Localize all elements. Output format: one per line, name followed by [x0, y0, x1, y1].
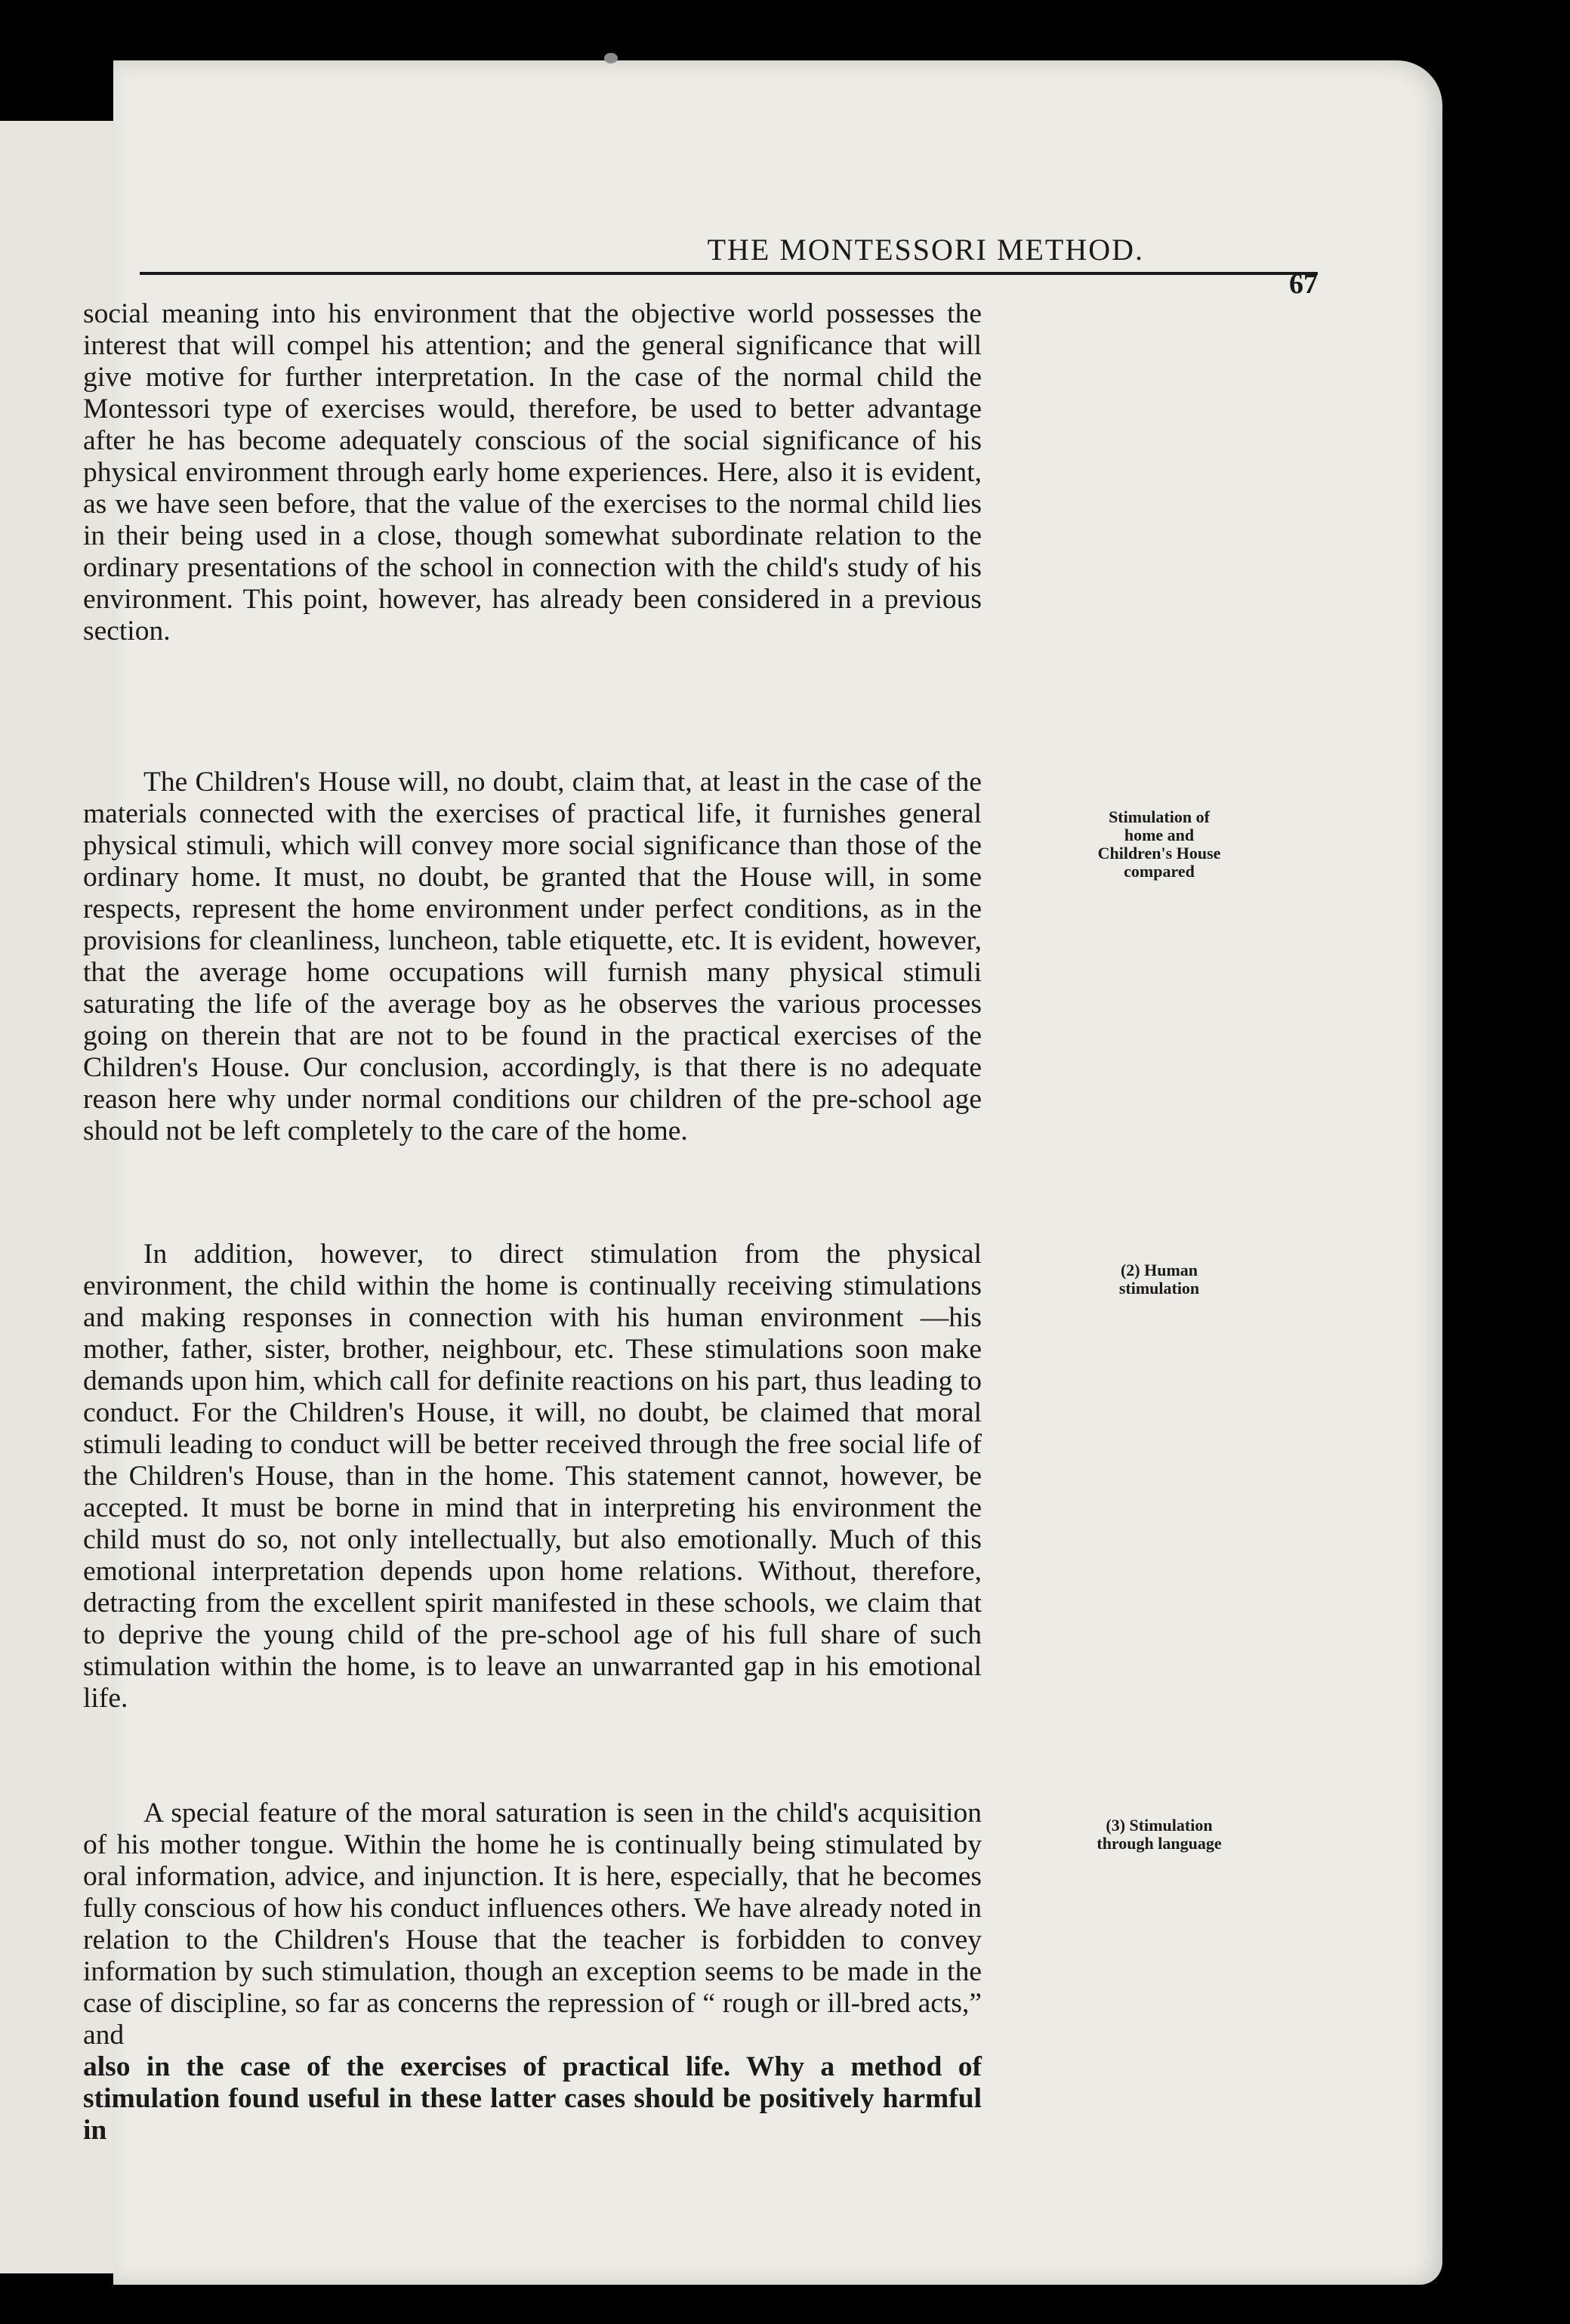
body-text-block-2 [83, 767, 982, 1147]
paragraph-4-continuation: also in the case of the exercises of practical life. Why a method of stimulation found useful in these latter cases should be positively harmful in [83, 2051, 982, 2146]
paragraph-2: The Children's House will, no doubt, claim that, at least in the case of the materials connected with the exercises of practical life, it furnishes general physical stimuli, which will convey more social significance than those of the ordinary home. It must, no doubt, be granted that the House will, in some respects, represent the home environment under perfect conditions, as in the provisions for cleanliness, luncheon, table etiquette, etc. It is evident, however, that the average home occupations will furnish many physical stimuli saturating the life of the average boy as he observes the various processes going on therein that are not to be found in the practical exercises of the Children's House. Our conclusion, accordingly, is that there is no adequate reason here why under normal conditions our children of the pre-school age should not be left completely to the care of the home. [83, 767, 982, 1147]
body-text-block-3 [83, 1239, 982, 1714]
margin-note-1: Stimulation of home and Children's House compared [1097, 807, 1221, 881]
running-head: THE MONTESSORI METHOD. [707, 233, 1144, 267]
page-number: 67 [1289, 268, 1318, 300]
margin-note-3: (3) Stimulation through language [1097, 1816, 1222, 1853]
body-text-block-4 [83, 1798, 982, 2147]
paragraph-3: In addition, however, to direct stimulation from the physical environment, the child within the home is continually receiving stimulations and making responses in connection with his human environment —his mother, father, sister, brother, neighbour, etc. These stimulations soon make demands upon him, which call for definite reactions on his part, thus leading to conduct. For the Children's House, it will, no doubt, be claimed that moral stimuli leading to conduct will be better received through the free social life of the Children's House, than in the home. This statement cannot, however, be accepted. It must be borne in mind that in interpreting his environment the child must do so, not only intellectually, but also emotionally. Much of this emotional interpretation depends upon home relations. Without, therefore, detracting from the excellent spirit manifested in these schools, we claim that to deprive the young child of the pre-school age of his full share of such stimulation within the home, is to leave an unwarranted gap in his emotional life. [83, 1239, 982, 1714]
body-text-block-1 [83, 298, 982, 647]
page-speck [604, 53, 618, 63]
page-header [140, 215, 1318, 300]
paragraph-4: A special feature of the moral saturation is seen in the child's acquisition of his mother tongue. Within the home he is continually being stimulated by oral information, advice, and injunction. It is here, especially, that he becomes fully conscious of how his conduct influences others. We have already noted in relation to the Children's House that the teacher is forbidden to convey information by such stimulation, though an exception seems to be made in the case of discipline, so far as concerns the repression of “ rough or ill-bred acts,” and [83, 1798, 982, 2051]
margin-note-2: (2) Human stimulation [1118, 1261, 1200, 1298]
paragraph-1: social meaning into his environment that the objective world possesses the interest that will compel his attention; and the general significance that will give motive for further interpretation. In the case of the normal child the Montessori type of exercises would, therefore, be used to better advantage after he has become adequately conscious of the social significance of his physical environment through early home experiences. Here, also it is evident, as we have seen before, that the value of the exercises to the normal child lies in their being used in a close, though somewhat subordinate relation to the ordinary presentations of the school in connection with the child's study of his environment. This point, however, has already been considered in a previous section. [83, 298, 982, 647]
